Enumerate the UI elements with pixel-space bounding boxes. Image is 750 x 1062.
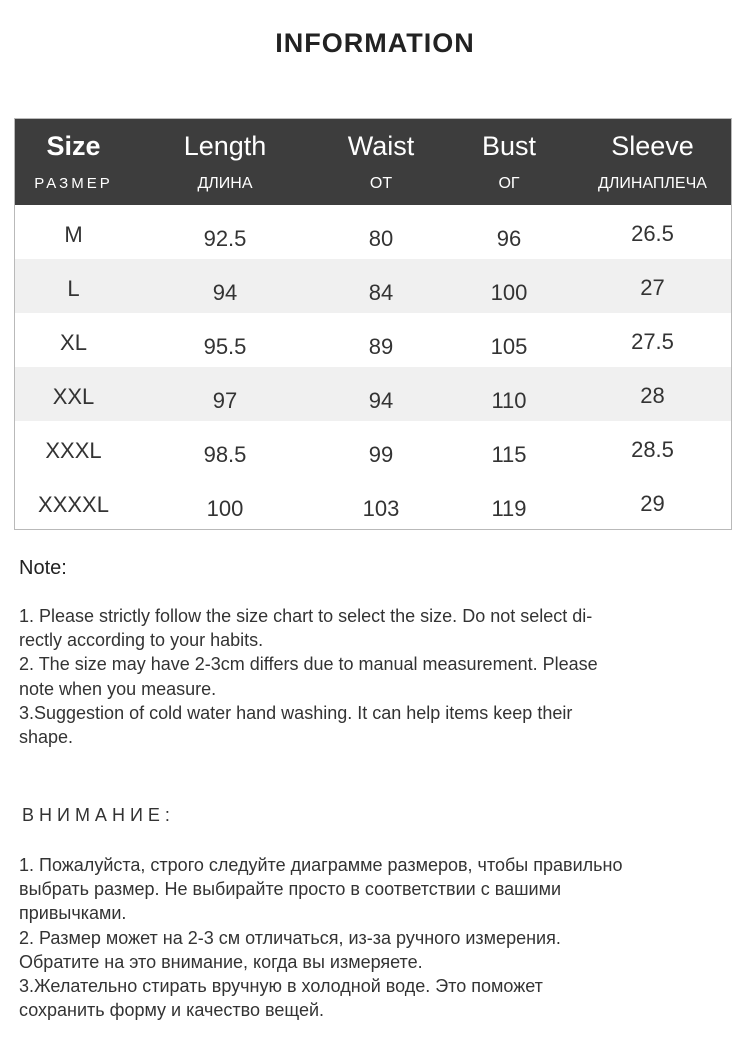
cell-text: 92.5 xyxy=(203,226,247,251)
cell-size xyxy=(15,475,132,529)
cell-text: XXXL xyxy=(45,438,102,463)
ru-note-heading: ВНИМАНИЕ: xyxy=(22,805,175,825)
cell-bust xyxy=(444,205,574,259)
header-sleeve xyxy=(574,119,731,205)
header-size xyxy=(15,119,132,205)
ru-note-line: 1. Пожалуйста, строго следуйте диаграмме размеров, чтобы правильно xyxy=(19,855,623,875)
cell-length xyxy=(132,421,318,475)
table-row xyxy=(15,205,731,259)
cell-bust xyxy=(444,475,574,529)
cell-text: 94 xyxy=(368,388,394,413)
header-sleeve-en: Sleeve xyxy=(611,131,694,161)
cell-length xyxy=(132,313,318,367)
header-waist xyxy=(318,119,444,205)
cell-length xyxy=(132,475,318,529)
cell-text: 89 xyxy=(368,334,394,359)
cell-sleeve xyxy=(574,367,731,421)
header-size-ru: РАЗМЕР xyxy=(34,175,113,192)
cell-bust xyxy=(444,421,574,475)
header-bust-en: Bust xyxy=(481,131,537,161)
cell-text: 80 xyxy=(368,226,394,251)
cell-bust xyxy=(444,259,574,313)
cell-text: 115 xyxy=(491,442,527,467)
size-chart-table xyxy=(14,118,732,530)
cell-size xyxy=(15,421,132,475)
cell-text: 103 xyxy=(362,496,400,521)
cell-text: 27.5 xyxy=(631,329,674,354)
cell-sleeve xyxy=(574,313,731,367)
note-line: rectly according to your habits. xyxy=(19,630,264,651)
table-row xyxy=(15,313,731,367)
cell-text: 99 xyxy=(368,442,394,467)
table-row xyxy=(15,475,731,529)
cell-size xyxy=(15,259,132,313)
cell-text: 28.5 xyxy=(631,437,674,462)
cell-waist xyxy=(318,421,444,475)
cell-text: XXXXL xyxy=(38,492,109,517)
cell-text: 97 xyxy=(212,388,238,413)
header-waist-ru: ОТ xyxy=(369,175,393,192)
header-bust xyxy=(444,119,574,205)
ru-note-line: Обратите на это внимание, когда вы измеряете. xyxy=(19,951,423,972)
header-length xyxy=(132,119,318,205)
cell-bust xyxy=(444,367,574,421)
cell-waist xyxy=(318,367,444,421)
header-waist-en: Waist xyxy=(347,131,415,161)
note-line: 3.Suggestion of cold water hand washing. It can help items keep their xyxy=(19,702,573,723)
ru-note-line: 2. Размер может на 2-3 см отличаться, из-за ручного измерения. xyxy=(19,927,561,948)
cell-size xyxy=(15,313,132,367)
cell-sleeve xyxy=(574,421,731,475)
cell-waist xyxy=(318,475,444,529)
cell-bust xyxy=(444,313,574,367)
cell-text: 27 xyxy=(640,275,665,300)
cell-waist xyxy=(318,205,444,259)
cell-text: 28 xyxy=(640,383,665,408)
cell-text: 105 xyxy=(490,334,528,359)
cell-size xyxy=(15,367,132,421)
cell-text: 119 xyxy=(491,496,527,521)
note-heading: Note: xyxy=(19,557,67,579)
ru-note-text xyxy=(19,853,731,1022)
cell-text: XXL xyxy=(52,384,95,409)
cell-text: 100 xyxy=(490,280,528,305)
cell-text: 95.5 xyxy=(203,334,247,359)
table-header xyxy=(15,119,731,205)
cell-text: 110 xyxy=(491,388,527,413)
note-line: shape. xyxy=(19,727,74,748)
header-size-en: Size xyxy=(46,131,101,161)
ru-note-line: выбрать размер. Не выбирайте просто в соответствии с вашими xyxy=(19,879,562,900)
page-title: INFORMATION xyxy=(275,28,475,58)
cell-text: 98.5 xyxy=(203,442,247,467)
note-line: 2. The size may have 2-3cm differs due to manual measurement. Please xyxy=(19,654,598,675)
cell-length xyxy=(132,205,318,259)
cell-text: XL xyxy=(60,330,87,355)
cell-text: 100 xyxy=(206,496,244,521)
header-sleeve-ru: ДЛИНАПЛЕЧА xyxy=(598,175,707,192)
cell-text: M xyxy=(64,222,83,247)
cell-sleeve xyxy=(574,205,731,259)
cell-text: 26.5 xyxy=(631,221,674,246)
table-row xyxy=(15,367,731,421)
cell-text: L xyxy=(67,276,80,301)
header-bust-ru: ОГ xyxy=(498,175,520,192)
cell-waist xyxy=(318,313,444,367)
ru-note-line: 3.Желательно стирать вручную в холодной воде. Это поможет xyxy=(19,976,543,997)
ru-note-line: привычками. xyxy=(19,903,127,924)
cell-waist xyxy=(318,259,444,313)
cell-text: 29 xyxy=(640,491,665,516)
cell-sleeve xyxy=(574,475,731,529)
cell-length xyxy=(132,259,318,313)
cell-text: 96 xyxy=(496,226,522,251)
header-length-ru: ДЛИНА xyxy=(197,175,253,192)
cell-text: 94 xyxy=(212,280,238,305)
cell-size xyxy=(15,205,132,259)
ru-note-line: сохранить форму и качество вещей. xyxy=(19,1000,325,1021)
note-text xyxy=(19,604,731,749)
cell-text: 84 xyxy=(368,280,394,305)
cell-sleeve xyxy=(574,259,731,313)
cell-length xyxy=(132,367,318,421)
note-line: note when you measure. xyxy=(19,678,217,699)
note-line: 1. Please strictly follow the size chart to select the size. Do not select di- xyxy=(19,606,593,626)
header-length-en: Length xyxy=(183,131,267,161)
table-row xyxy=(15,421,731,475)
table-row xyxy=(15,259,731,313)
